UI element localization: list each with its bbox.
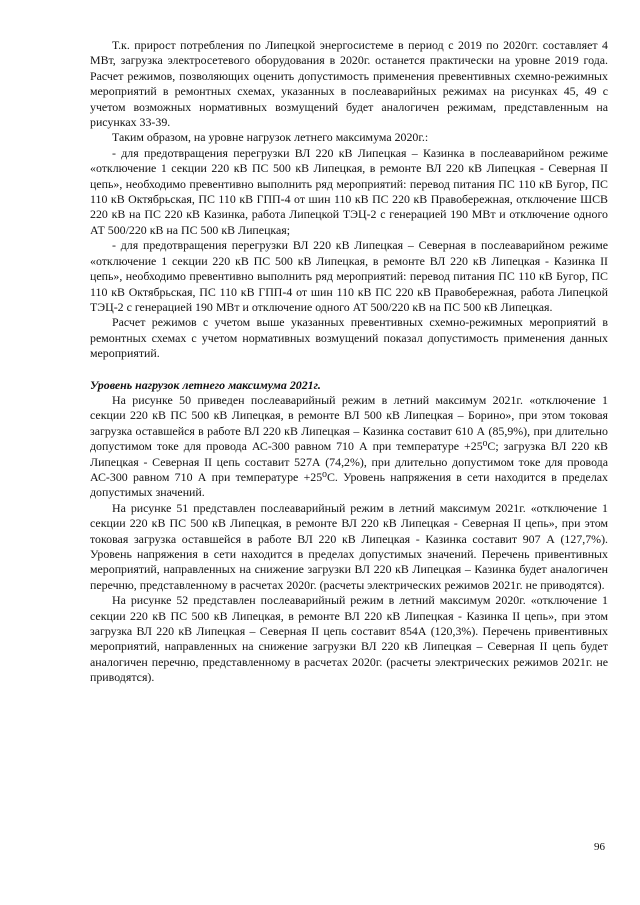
paragraph-figure-52: На рисунке 52 представлен послеаварийный режим в летний максимум 2020г. «отключение 1 секции 220 кВ ПС 500 кВ Липецкая, в ремонте ВЛ 220 кВ Липецкая - Казинка II цепь», при этом загрузка ВЛ 220 кВ Липецкая – Северная II цепь составит 854А (120,3%). Перечень привентивных мероприятий, направленных на снижение загрузки ВЛ 220 кВ Липецкая – Северная II цепь будет аналогичен перечню, представленному в расчетах 2020г. (расчеты электрических режимов 2021г. не приводятся). (90, 593, 608, 685)
body-text (90, 38, 608, 686)
paragraph-calc-result: Расчет режимов с учетом выше указанных превентивных схемно-режимных мероприятий в ремонтных схемах с учетом нормативных возмущений показал допустимость применения данных мероприятий. (90, 315, 608, 361)
paragraph-load-growth: Т.к. прирост потребления по Липецкой энергосистеме в период с 2019 по 2020гг. составляет 4 МВт, загрузка электросетевого оборудования в 2020г. останется практически на уровне 2019 года. Расчет режимов, позволяющих оценить допустимость применения превентивных схемно-режимных мероприятий в ремонтных схемах, указанных в послеаварийных режимах на рисунках 45, 49 с учетом возможных нормативных возмущений будет аналогичен режимам, представленным на рисунках 33-39. (90, 38, 608, 130)
paragraph-measures-severnaya: - для предотвращения перегрузки ВЛ 220 кВ Липецкая – Северная в послеаварийном режиме «отключение 1 секции 220 кВ ПС 500 кВ Липецкая, в ремонте ВЛ 220 кВ Липецкая - Казинка II цепь», необходимо превентивно выполнить ряд мероприятий: перевод питания ПС 110 кВ Бугор, ПС 110 кВ Октябрьская, ПС 110 кВ ГПП-4 от шин 110 кВ ПС 220 кВ Правобережная, работа Липецкой ТЭЦ-2 с генерацией 190 МВт и отключение одного АТ 500/220 кВ на ПС 500 кВ Липецкая. (90, 238, 608, 314)
section-heading: Уровень нагрузок летнего максимума 2021г. (90, 377, 321, 392)
page-number: 96 (594, 841, 605, 853)
section-gap (90, 362, 608, 378)
paragraph-summary-intro: Таким образом, на уровне нагрузок летнего максимума 2020г.: (112, 130, 429, 145)
paragraph-figure-50: На рисунке 50 приведен послеаварийный режим в летний максимум 2021г. «отключение 1 секции 220 кВ ПС 500 кВ Липецкая, в ремонте ВЛ 500 кВ Липецкая – Борино», при этом токовая загрузка оставшейся в работе ВЛ 220 кВ Липецкая – Казинка составит 610 А (85,9%), при длительно допустимом токе для провода АС-300 равном 710 А при температуре +25⁰С; загрузка ВЛ 220 кВ Липецкая - Северная II цепь составит 527А (74,2%), при длительно допустимом токе для провода АС-300 равном 710 А при температуре +25⁰С. Уровень напряжения в сети находится в пределах допустимых значений. (90, 392, 608, 500)
paragraph-figure-51: На рисунке 51 представлен послеаварийный режим в летний максимум 2021г. «отключение 1 секции 220 кВ ПС 500 кВ Липецкая, в ремонте ВЛ 220 кВ Липецкая - Северная II цепь», при этом токовая загрузка оставшейся в работе ВЛ 220 кВ Липецкая - Казинка составит 907 А (127,7%). Уровень напряжения в сети находится в пределах допустимых значений. Перечень привентивных мероприятий, направленных на снижение загрузки ВЛ 220 кВ Липецкая – Казинка будет аналогичен перечню, представленному в расчетах 2020г. (расчеты электрических режимов 2021г. не приводятся). (90, 500, 608, 592)
paragraph-measures-kazinka: - для предотвращения перегрузки ВЛ 220 кВ Липецкая – Казинка в послеаварийном режиме «отключение 1 секции 220 кВ ПС 500 кВ Липецкая, в ремонте ВЛ 220 кВ Липецкая - Северная II цепь», необходимо превентивно выполнить ряд мероприятий: перевод питания ПС 110 кВ Бугор, ПС 110 кВ Октябрьская, ПС 110 кВ ГПП-4 от шин 110 кВ ПС 220 кВ Правобережная, отключение ШСВ 220 кВ на ПС 220 кВ Казинка, работа Липецкой ТЭЦ-2 с генерацией 190 МВт и отключение одного АТ 500/220 кВ на ПС 500 кВ Липецкая; (90, 145, 608, 237)
